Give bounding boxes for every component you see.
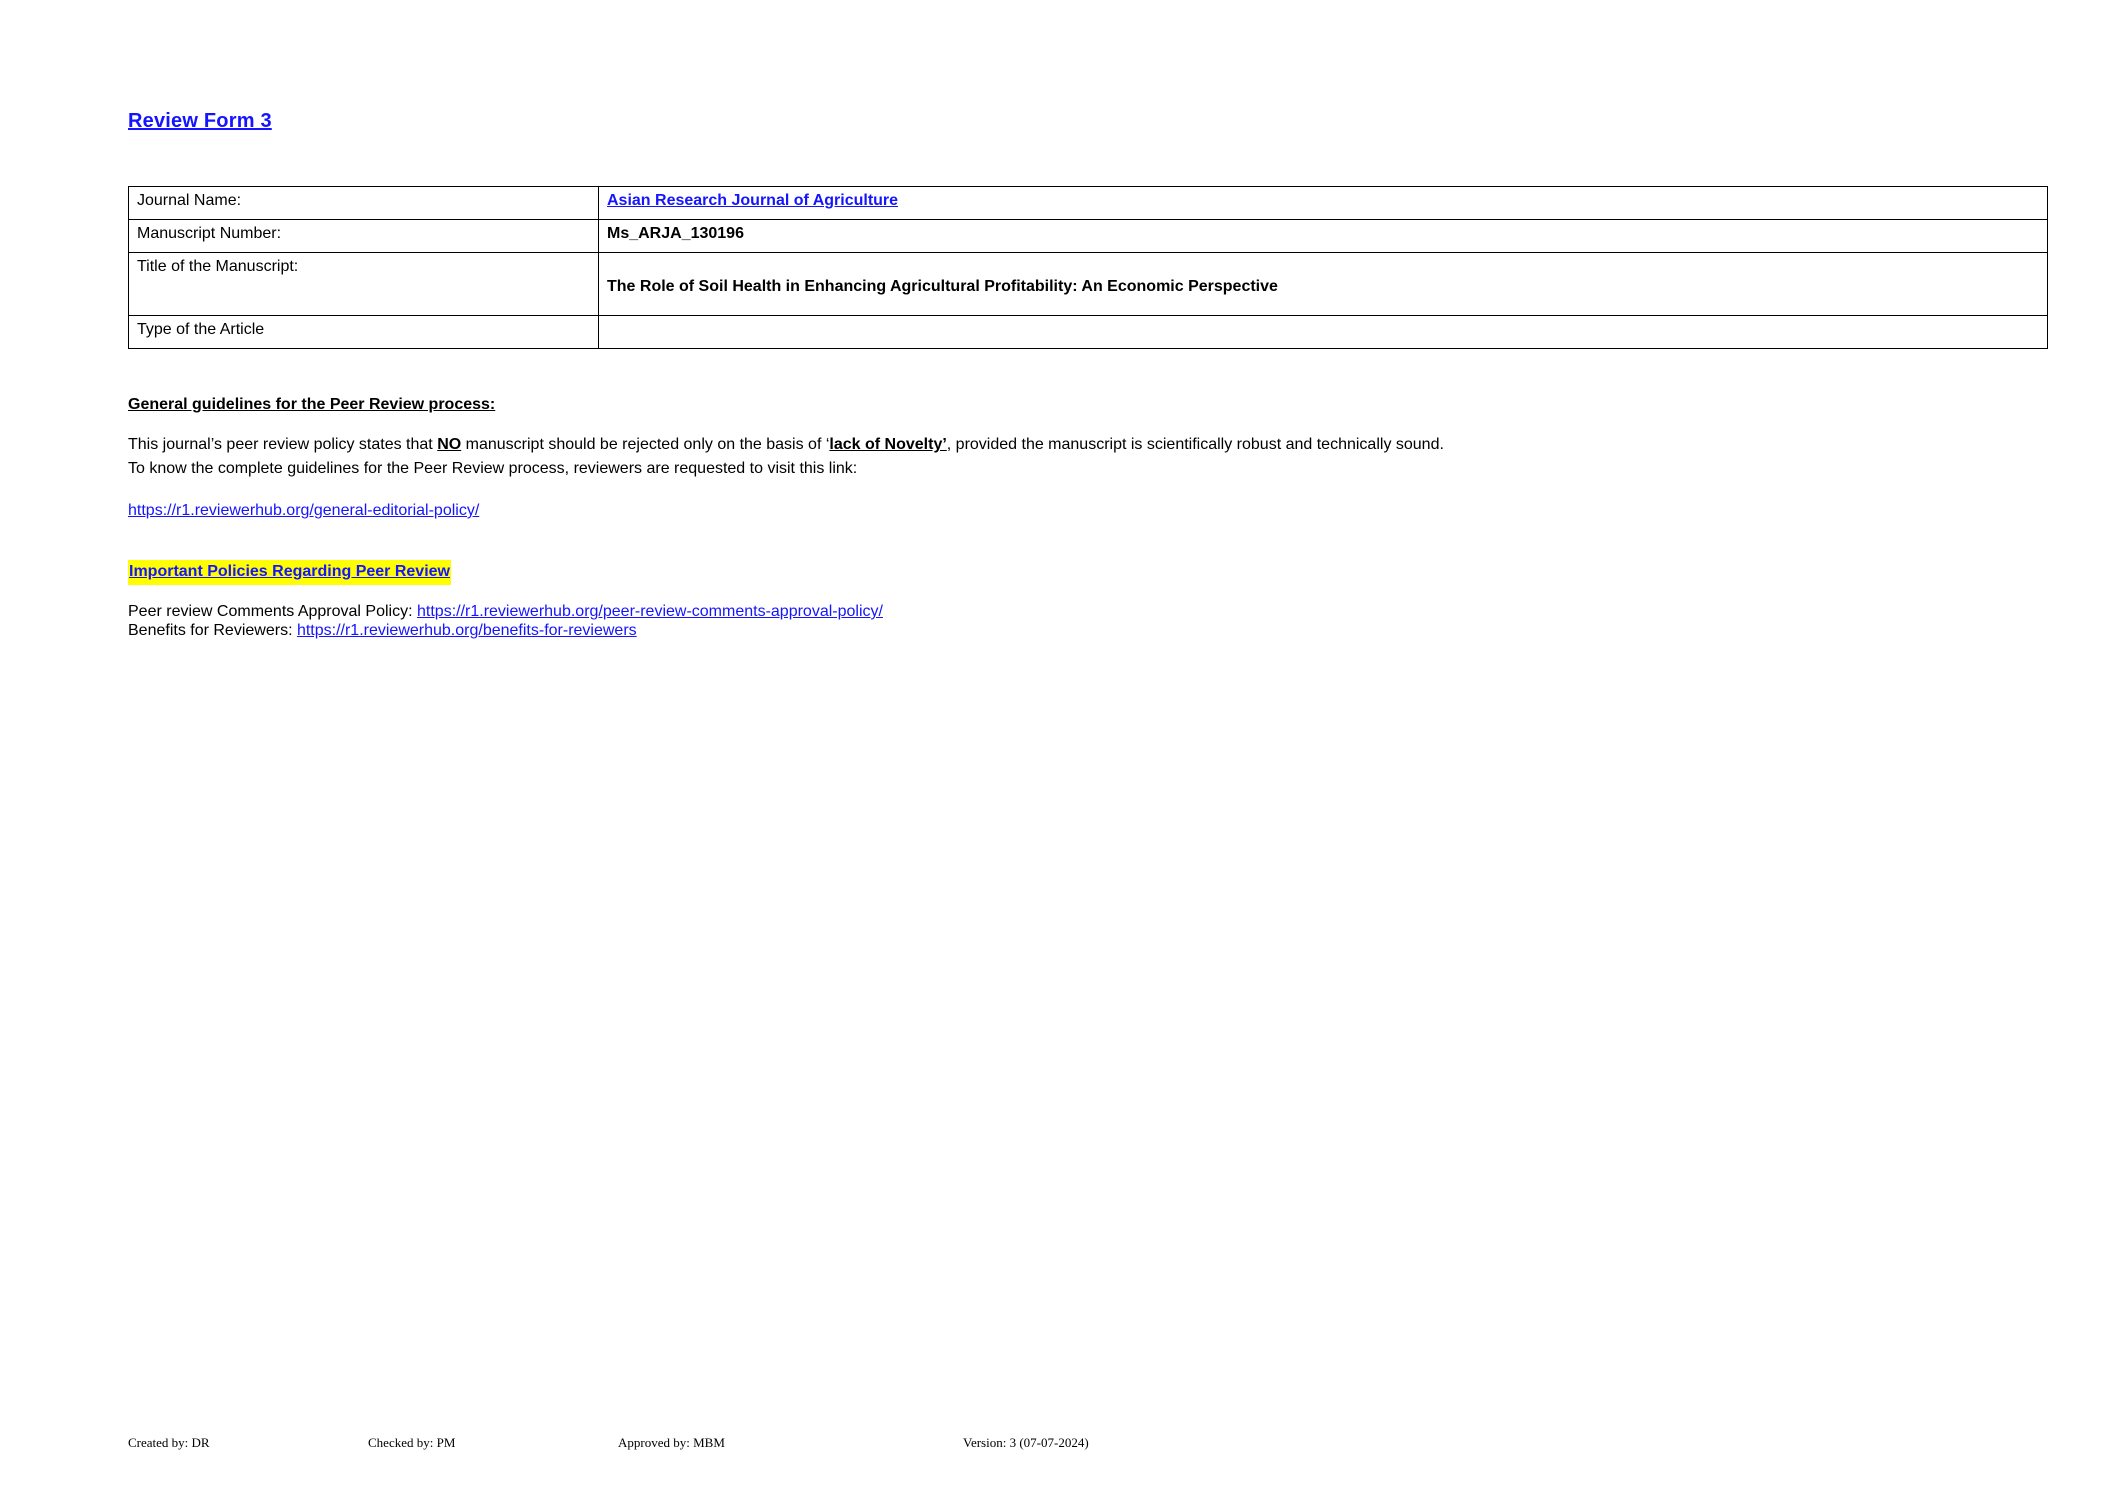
- benefits-for-reviewers-line: [128, 620, 637, 643]
- table-row: [129, 253, 2048, 316]
- article-type-value[interactable]: [599, 316, 2048, 349]
- guidelines-text-part-3: , provided the manuscript is scientifically robust and technically sound.: [946, 436, 1444, 453]
- comments-approval-policy-link[interactable]: https://r1.reviewerhub.org/peer-review-comments-approval-policy/: [417, 603, 883, 620]
- guidelines-heading: General guidelines for the Peer Review process:: [128, 396, 496, 413]
- guidelines-text-part-1: This journal’s peer review policy states that: [128, 436, 438, 453]
- journal-name-label: Journal Name:: [129, 187, 599, 220]
- table-row: [129, 316, 2048, 349]
- benefits-for-reviewers-label: Benefits for Reviewers:: [128, 622, 297, 639]
- footer-created-by: Created by: DR: [128, 1435, 210, 1450]
- benefits-for-reviewers-link[interactable]: https://r1.reviewerhub.org/benefits-for-reviewers: [296, 622, 637, 639]
- manuscript-title-label: Title of the Manuscript:: [129, 253, 599, 316]
- guidelines-text-part-2: manuscript should be rejected only on the basis of ‘: [461, 436, 830, 453]
- manuscript-info-table: [128, 186, 2048, 349]
- table-row: [129, 220, 2048, 253]
- footer-checked-by: Checked by: PM: [368, 1435, 456, 1450]
- manuscript-number-label: Manuscript Number:: [129, 220, 599, 253]
- guidelines-emphasis-no: NO: [437, 436, 462, 453]
- footer-approved-by: Approved by: MBM: [618, 1435, 725, 1450]
- policies-heading: Important Policies Regarding Peer Review: [128, 560, 451, 585]
- manuscript-number-text: Ms_ARJA_130196: [607, 225, 744, 242]
- page-footer: [128, 1435, 2013, 1451]
- article-type-label: Type of the Article: [129, 316, 599, 349]
- general-editorial-policy-link[interactable]: https://r1.reviewerhub.org/general-editorial-policy/: [128, 502, 480, 519]
- manuscript-title-text: The Role of Soil Health in Enhancing Agricultural Profitability: An Economic Perspective: [607, 278, 1278, 295]
- manuscript-number-value: [599, 220, 2048, 253]
- manuscript-title-value: [599, 253, 2048, 316]
- guidelines-paragraph-1: [128, 434, 1828, 457]
- journal-name-link[interactable]: Asian Research Journal of Agriculture: [607, 192, 899, 209]
- guidelines-paragraph-2: To know the complete guidelines for the Peer Review process, reviewers are requested to visit this link:: [128, 460, 858, 477]
- guidelines-emphasis-novelty: lack of Novelty’: [829, 436, 947, 453]
- footer-version: Version: 3 (07-07-2024): [963, 1435, 1089, 1450]
- table-row: [129, 187, 2048, 220]
- comments-approval-policy-label: Peer review Comments Approval Policy:: [128, 603, 417, 620]
- page-title: Review Form 3: [128, 110, 272, 132]
- journal-name-value: [599, 187, 2048, 220]
